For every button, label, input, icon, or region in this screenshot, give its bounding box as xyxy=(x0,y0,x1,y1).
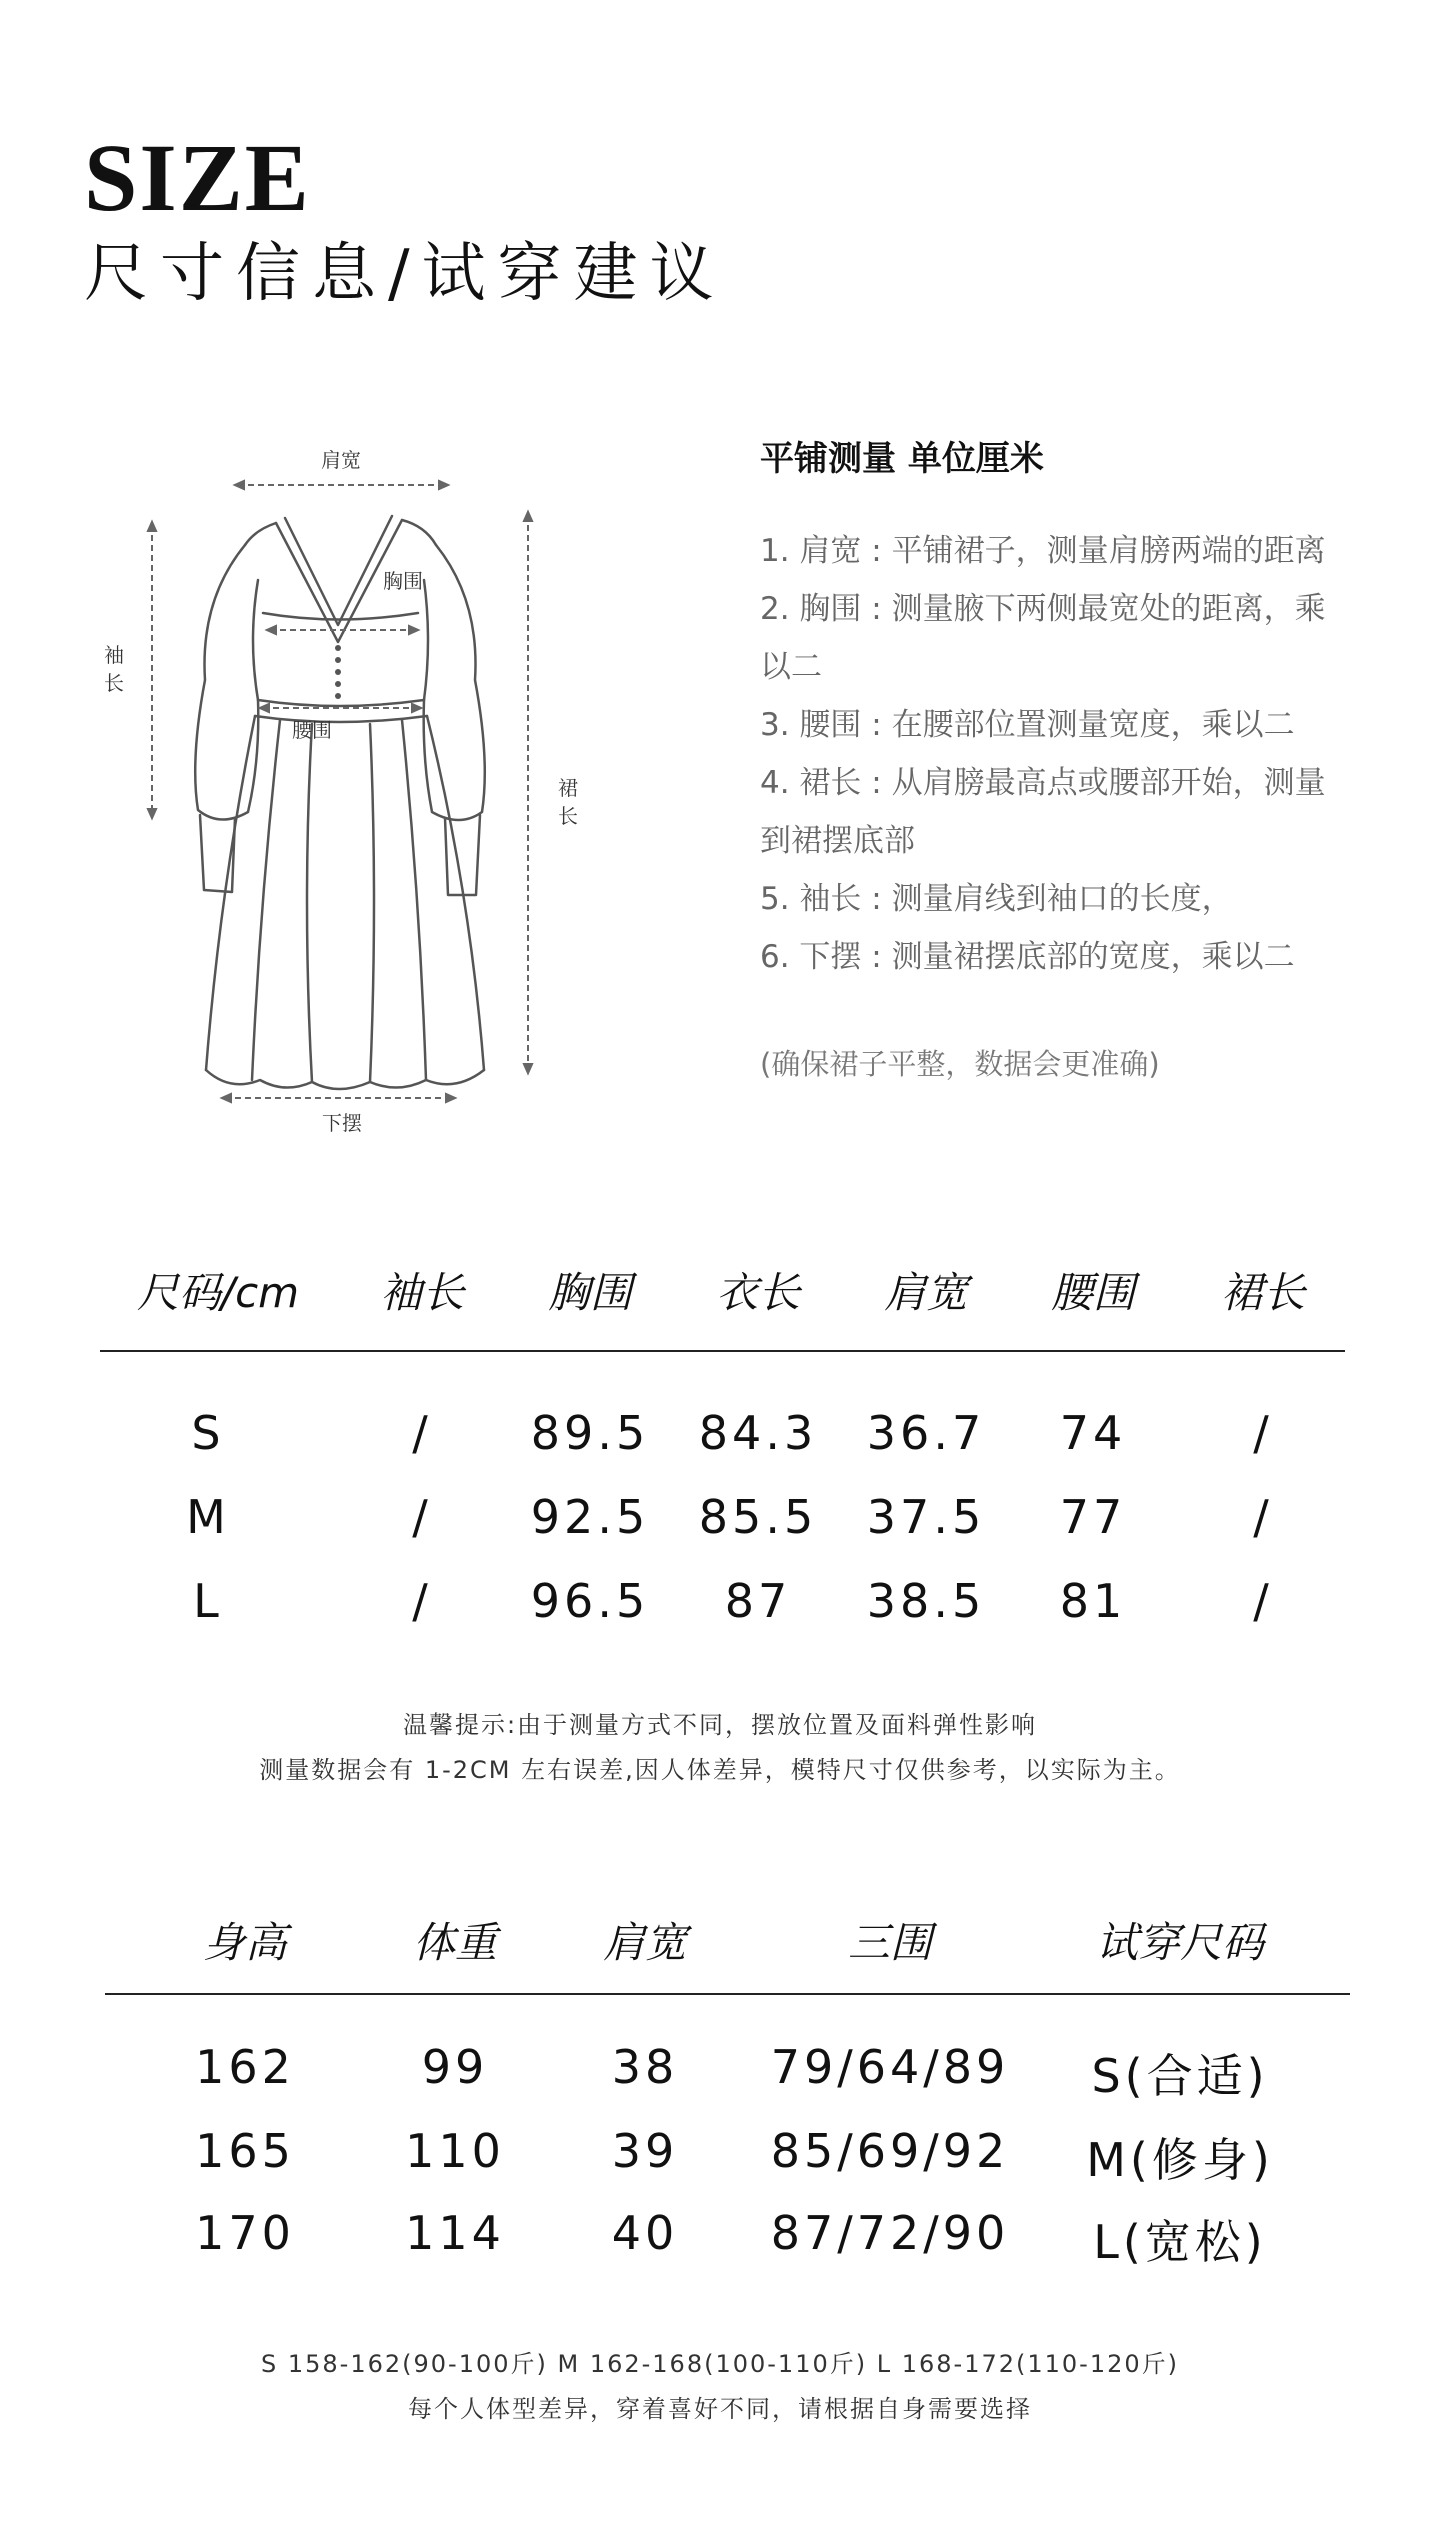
table-cell: 81 xyxy=(1059,1574,1127,1628)
table-cell: S xyxy=(191,1406,225,1460)
table-cell: 162 xyxy=(195,2040,295,2094)
table-cell: 87 xyxy=(724,1574,792,1628)
table-cell: / xyxy=(412,1490,432,1544)
table-cell: 99 xyxy=(421,2040,489,2094)
note-line: 2. 胸围 : 测量腋下两侧最宽处的距离，乘 xyxy=(760,591,1326,627)
table-cell: 114 xyxy=(405,2206,505,2260)
table-cell: 39 xyxy=(611,2124,679,2178)
table-cell: L xyxy=(193,1574,223,1628)
table-cell: / xyxy=(1253,1406,1273,1460)
chest-label: 胸围 xyxy=(383,569,423,593)
size-header: 腰围 xyxy=(1050,1268,1136,1317)
note-line: 5. 袖长 : 测量肩线到袖口的长度， xyxy=(760,881,1233,917)
table-cell: 85.5 xyxy=(698,1490,818,1544)
hem-label: 下摆 xyxy=(322,1111,362,1135)
fit-header: 肩宽 xyxy=(602,1918,688,1967)
table-cell: M xyxy=(186,1490,230,1544)
fit-header: 体重 xyxy=(412,1918,498,1967)
table-cell: / xyxy=(1253,1490,1273,1544)
page-title: SIZE xyxy=(84,124,311,231)
table-cell: 92.5 xyxy=(530,1490,650,1544)
sleeve-label-1: 袖 xyxy=(104,643,124,667)
skirt-label-2: 长 xyxy=(558,804,578,828)
table-cell: S(合适) xyxy=(1091,2049,1269,2103)
table-cell: 79/64/89 xyxy=(770,2040,1010,2094)
table-cell: 170 xyxy=(195,2206,295,2260)
size-header: 尺码/cm xyxy=(136,1268,300,1317)
tip-line-1: 温馨提示:由于测量方式不同，摆放位置及面料弹性影响 xyxy=(402,1711,1038,1739)
table-cell: 165 xyxy=(195,2124,295,2178)
size-table-rule xyxy=(100,1350,1345,1352)
fit-table-rule xyxy=(105,1993,1350,1995)
table-cell: 77 xyxy=(1059,1490,1127,1544)
footer-line-2: 每个人体型差异，穿着喜好不同，请根据自身需要选择 xyxy=(408,2395,1032,2423)
page-subtitle: 尺寸信息/试穿建议 xyxy=(84,237,726,311)
table-cell: / xyxy=(412,1406,432,1460)
size-header: 胸围 xyxy=(547,1268,633,1317)
size-header: 裙长 xyxy=(1220,1268,1306,1317)
table-cell: 36.7 xyxy=(866,1406,986,1460)
waist-label: 腰围 xyxy=(292,718,332,742)
footer-line-1: S 158-162(90-100斤) M 162-168(100-110斤) L 168-172(110-120斤) xyxy=(260,2350,1180,2378)
note-line: 6. 下摆 : 测量裙摆底部的宽度，乘以二 xyxy=(760,939,1295,975)
dress-diagram xyxy=(80,430,640,1150)
skirt-label-1: 裙 xyxy=(558,776,578,800)
note-line: 4. 裙长 : 从肩膀最高点或腰部开始，测量 xyxy=(760,765,1326,801)
size-header: 肩宽 xyxy=(883,1268,969,1317)
table-cell: 89.5 xyxy=(530,1406,650,1460)
table-cell: 87/72/90 xyxy=(770,2206,1010,2260)
sleeve-label-2: 长 xyxy=(104,671,124,695)
table-cell: 84.3 xyxy=(698,1406,818,1460)
table-cell: 110 xyxy=(405,2124,505,2178)
table-cell: 37.5 xyxy=(866,1490,986,1544)
note-line: 1. 肩宽 : 平铺裙子，测量肩膀两端的距离 xyxy=(760,533,1326,569)
fit-header: 试穿尺码 xyxy=(1095,1918,1265,1967)
fit-header: 三围 xyxy=(847,1918,933,1967)
table-cell: / xyxy=(412,1574,432,1628)
table-cell: 74 xyxy=(1059,1406,1127,1460)
table-cell: 38.5 xyxy=(866,1574,986,1628)
size-header: 袖长 xyxy=(379,1268,465,1317)
button-row xyxy=(335,645,341,699)
shoulder-label: 肩宽 xyxy=(321,448,361,472)
note-line: 到裙摆底部 xyxy=(760,823,915,859)
method-remark: (确保裙子平整，数据会更准确) xyxy=(760,1047,1160,1081)
table-cell: 40 xyxy=(611,2206,679,2260)
method-notes xyxy=(760,522,1380,986)
fit-header: 身高 xyxy=(202,1918,288,1967)
table-cell: 85/69/92 xyxy=(770,2124,1010,2178)
table-cell: L(宽松) xyxy=(1093,2215,1267,2269)
note-line: 以二 xyxy=(760,649,822,685)
dress-outline xyxy=(195,516,485,1089)
size-header: 衣长 xyxy=(715,1268,801,1317)
tip-line-2: 测量数据会有 1-2CM 左右误差,因人体差异，模特尺寸仅供参考，以实际为主。 xyxy=(259,1756,1181,1784)
table-cell: 38 xyxy=(611,2040,679,2094)
table-cell: / xyxy=(1253,1574,1273,1628)
note-line: 3. 腰围 : 在腰部位置测量宽度，乘以二 xyxy=(760,707,1295,743)
table-cell: M(修身) xyxy=(1086,2133,1274,2187)
method-title: 平铺测量 单位厘米 xyxy=(760,439,1044,479)
table-cell: 96.5 xyxy=(530,1574,650,1628)
